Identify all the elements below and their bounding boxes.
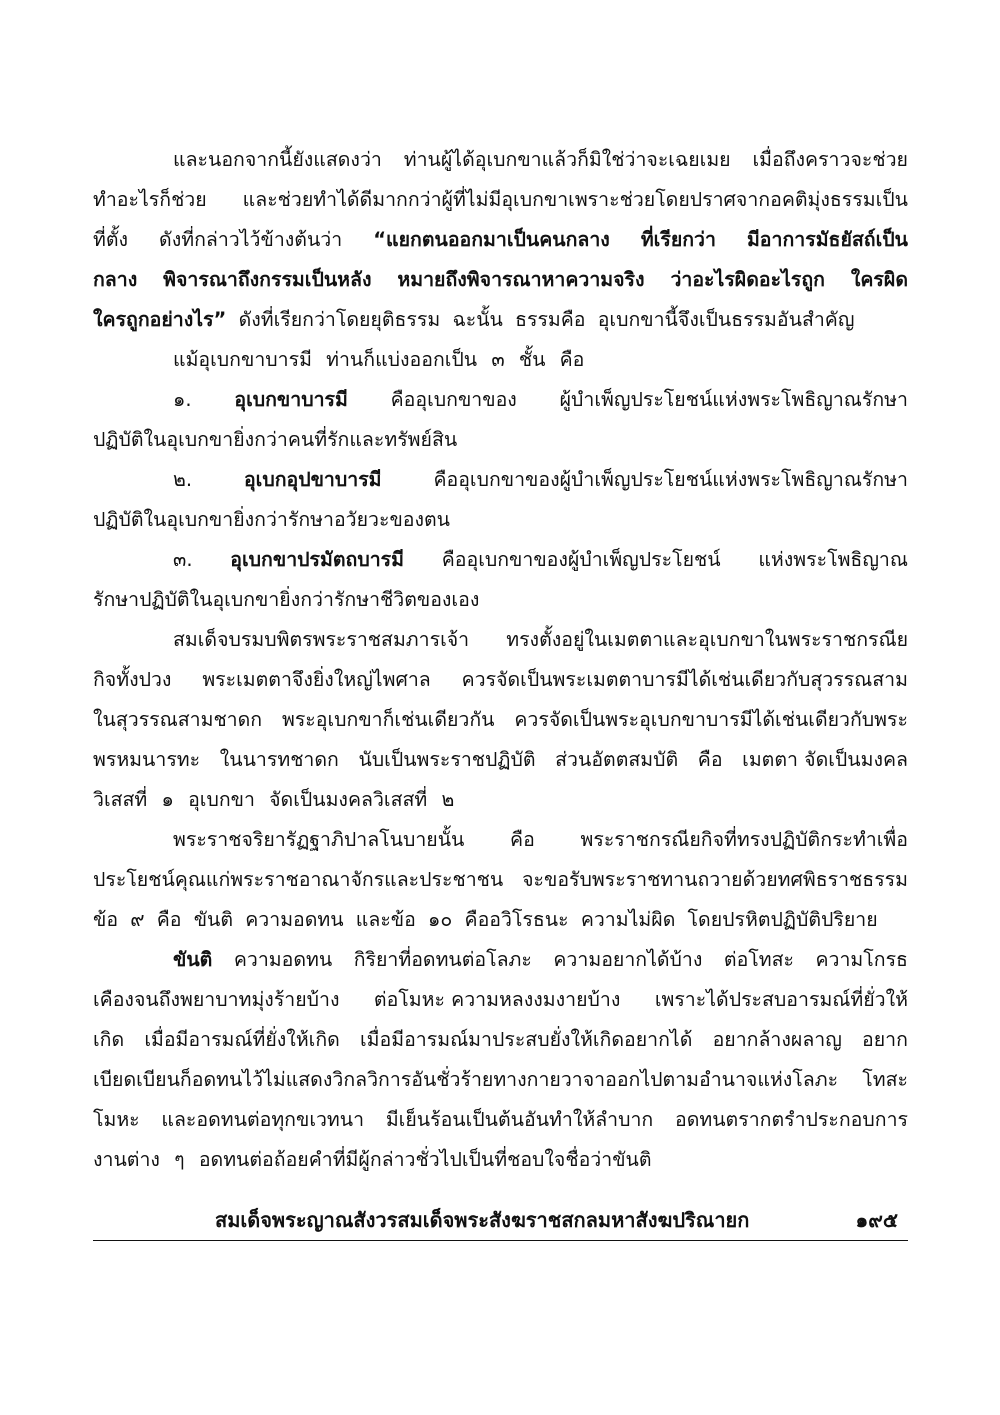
quote-segment: มีอาการมัธยัสถ์เป็น — [746, 228, 908, 251]
text-line — [93, 500, 908, 540]
text-segment: อดทนต่อถ้อยคำที่มีผู้กล่าวชั่วไปเป็นที่ชอบใจชื่อว่าขันติ — [198, 1148, 652, 1171]
text-segment: อยาก — [862, 1028, 908, 1051]
text-segment: ในนารทชาดก — [219, 748, 339, 771]
list-number: ๓. — [173, 548, 193, 571]
text-segment: จะขอรับพระราชทานถวายด้วยทศพิธราชธรรม — [522, 868, 908, 891]
text-segment: มีเย็นร้อนเป็นต้นอันทำให้ลำบาก — [385, 1108, 654, 1131]
quote-segment: ใครผิด — [850, 268, 908, 291]
text-segment: ๑ — [161, 788, 174, 811]
text-segment: ความอดทน และข้อ — [245, 908, 416, 931]
text-segment: แม้อุเบกขาบารมี — [173, 348, 312, 371]
text-line — [93, 340, 988, 380]
text-segment: ๆ — [174, 1148, 185, 1171]
text-segment: อดทนตรากตรำประกอบการ — [675, 1108, 908, 1131]
list-item-1 — [93, 380, 908, 420]
text-segment: พระอุเบกขาก็เช่นเดียวกัน — [281, 708, 495, 731]
list-number: ๒. — [173, 468, 193, 491]
list-term: อุเบกอุปขาบารมี — [243, 468, 382, 491]
footer-divider — [93, 1240, 908, 1241]
text-segment: กิริยาที่อดทนต่อโลภะ — [353, 948, 532, 971]
text-line — [93, 220, 908, 260]
footer-title: สมเด็จพระญาณสังวรสมเด็จพระสังฆราชสกลมหาสังฆปริณายก — [215, 1208, 750, 1232]
page-footer — [93, 1205, 908, 1245]
text-segment: ความอยากได้บ้าง — [553, 948, 703, 971]
text-segment: คือ — [559, 348, 585, 371]
text-segment: โมหะ — [93, 1108, 140, 1131]
quote-segment: หมายถึงพิจารณาหาความจริง — [397, 268, 645, 291]
quote-segment: ใครถูกอย่างไร” — [93, 308, 227, 331]
text-line — [93, 420, 908, 460]
text-segment: และช่วยทำได้ดีมากกว่าผู้ที่ไม่มีอุเบกขาเพราะช่วยโดยปราศจากอคติมุ่งธรรมเป็น — [242, 188, 908, 211]
text-segment: ปฏิบัติในอุเบกขายิ่งกว่าคนที่รักและทรัพย์สิน — [93, 428, 458, 451]
text-segment: ต่อโทสะ — [723, 948, 794, 971]
text-segment: พระเมตตาจึงยิ่งใหญ่ไพศาล — [202, 668, 431, 691]
text-segment: คืออุเบกขาของผู้บำเพ็ญประโยชน์แห่งพระโพธิญาณรักษา — [433, 468, 908, 491]
text-line — [93, 820, 908, 860]
list-number: ๑. — [173, 388, 192, 411]
text-segment: ที่ตั้ง — [93, 228, 129, 251]
text-segment: คืออุเบกขาของผู้บำเพ็ญประโยชน์ — [441, 548, 721, 571]
text-line — [93, 260, 908, 300]
text-segment: ความอดทน — [233, 948, 333, 971]
list-item-2 — [93, 460, 908, 500]
text-segment: ๓ ชั้น — [491, 348, 546, 371]
text-segment: เมื่อมีอารมณ์ที่ยั่งให้เกิด — [144, 1028, 340, 1051]
text-segment: และนอกจากนี้ยังแสดงว่า — [173, 148, 382, 171]
text-line — [93, 980, 908, 1020]
text-segment: เกิด — [93, 1028, 125, 1051]
text-segment: ธรรมคือ อุเบกขานี้จึงเป็นธรรมอันสำคัญ — [515, 308, 855, 331]
text-segment: ในสุวรรณสามชาดก — [93, 708, 263, 731]
text-segment: ขันติ — [193, 908, 234, 931]
text-line — [93, 740, 908, 780]
text-segment: นับเป็นพระราชปฏิบัติ — [358, 748, 536, 771]
term-segment: ขันติ — [173, 948, 213, 971]
list-term: อุเบกขาบารมี — [234, 388, 348, 411]
text-line — [93, 1060, 908, 1100]
text-segment: อยากล้างผลาญ — [712, 1028, 842, 1051]
text-segment: ความโกรธ — [815, 948, 908, 971]
text-segment: ข้อ — [93, 908, 119, 931]
text-segment: ความไม่ผิด โดยปรหิตปฏิบัติปริยาย — [580, 908, 878, 931]
text-segment: ท่านก็แบ่งออกเป็น — [326, 348, 478, 371]
text-segment: ท่านผู้ได้อุเบกขาแล้วก็มิใช่ว่าจะเฉยเมย — [403, 148, 731, 171]
text-segment: คือ — [156, 908, 182, 931]
text-segment: ประโยชน์คุณแก่พระราชอาณาจักรและประชาชน — [93, 868, 504, 891]
text-segment: เบียดเบียนก็อดทนไว้ไม่แสดงวิกลวิการอันชั่วร้ายทางกายวาจาออกไปตามอำนาจแห่งโลภะ — [93, 1068, 839, 1091]
text-line — [93, 780, 908, 820]
text-segment: งานต่าง — [93, 1148, 160, 1171]
text-line — [93, 700, 908, 740]
text-segment: เมื่อถึงคราวจะช่วย — [752, 148, 908, 171]
text-line — [93, 1100, 908, 1140]
text-line — [93, 1140, 908, 1180]
text-segment: พรหมนารทะ — [93, 748, 201, 771]
text-segment: ควรจัดเป็นพระเมตตาบารมีได้เช่นเดียวกับสุวรรณสาม — [461, 668, 908, 691]
text-segment: ทำอะไรก็ช่วย — [93, 188, 207, 211]
text-segment: คืออุเบกขาของ — [390, 388, 517, 411]
text-segment: และอดทนต่อทุกขเวทนา — [161, 1108, 365, 1131]
text-segment: ควรจัดเป็นพระอุเบกขาบารมีได้เช่นเดียวกับพระ — [514, 708, 908, 731]
text-segment: ๒ — [441, 788, 455, 811]
text-segment: พระราชกรณียกิจที่ทรงปฏิบัติกระทำเพื่อ — [580, 828, 908, 851]
text-line — [93, 620, 908, 660]
text-segment: ฉะนั้น — [452, 308, 503, 331]
text-segment: ดังที่กล่าวไว้ข้างต้นว่า — [159, 228, 343, 251]
text-line — [93, 140, 908, 180]
text-segment: วิเสสที่ — [93, 788, 148, 811]
text-segment: คืออวิโรธนะ — [464, 908, 569, 931]
text-line — [93, 900, 908, 940]
text-segment: ๑๐ — [428, 908, 453, 931]
quote-segment: พิจารณาถึงกรรมเป็นหลัง — [163, 268, 372, 291]
text-segment: ทรงตั้งอยู่ในเมตตาและอุเบกขาในพระราชกรณีย — [506, 628, 908, 651]
text-line — [93, 860, 908, 900]
list-term: อุเบกขาปรมัตถบารมี — [230, 548, 404, 571]
text-segment: เคืองจนถึงพยาบาทมุ่งร้ายบ้าง — [93, 988, 340, 1011]
text-segment: สมเด็จบรมบพิตรพระราชสมภารเจ้า — [173, 628, 470, 651]
quote-segment: ว่าอะไรผิดอะไรถูก — [670, 268, 825, 291]
text-line — [93, 660, 908, 700]
text-segment: ๙ — [130, 908, 145, 931]
text-line — [93, 940, 908, 980]
text-line — [93, 300, 908, 340]
text-segment: เมื่อมีอารมณ์มาประสบยั่งให้เกิดอยากได้ — [360, 1028, 693, 1051]
text-segment: คือ — [510, 828, 535, 851]
text-segment: คือ — [697, 748, 723, 771]
text-segment: รักษาปฏิบัติในอุเบกขายิ่งกว่ารักษาชีวิตของเอง — [93, 588, 480, 611]
text-segment: อุเบกขา จัดเป็นมงคลวิเสสที่ — [188, 788, 428, 811]
quote-segment: กลาง — [93, 268, 138, 291]
text-segment: โทสะ — [862, 1068, 908, 1091]
quote-segment: ที่เรียกว่า — [640, 228, 716, 251]
text-segment: เมตตา จัดเป็นมงคล — [742, 748, 908, 771]
page-number: ๑๙๕ — [855, 1208, 898, 1232]
text-segment: ผู้บำเพ็ญประโยชน์แห่งพระโพธิญาณรักษา — [559, 388, 908, 411]
text-segment: เพราะได้ประสบอารมณ์ที่ยั่วให้ — [654, 988, 908, 1011]
text-segment: ปฏิบัติในอุเบกขายิ่งกว่ารักษาอวัยวะของตน — [93, 508, 451, 531]
text-line — [93, 1020, 908, 1060]
text-segment: ดังที่เรียกว่าโดยยุติธรรม — [238, 308, 441, 331]
text-segment: ต่อโมหะ ความหลงงมงายบ้าง — [373, 988, 621, 1011]
quote-segment: “แยกตนออกมาเป็นคนกลาง — [373, 228, 610, 251]
list-item-3 — [93, 540, 908, 580]
text-segment: พระราชจริยารัฏฐาภิปาลโนบายนั้น — [173, 828, 465, 851]
text-line — [93, 180, 908, 220]
text-line — [93, 580, 908, 620]
text-segment: แห่งพระโพธิญาณ — [758, 548, 908, 571]
text-segment: กิจทั้งปวง — [93, 668, 172, 691]
text-segment: ส่วนอัตตสมบัติ — [555, 748, 679, 771]
